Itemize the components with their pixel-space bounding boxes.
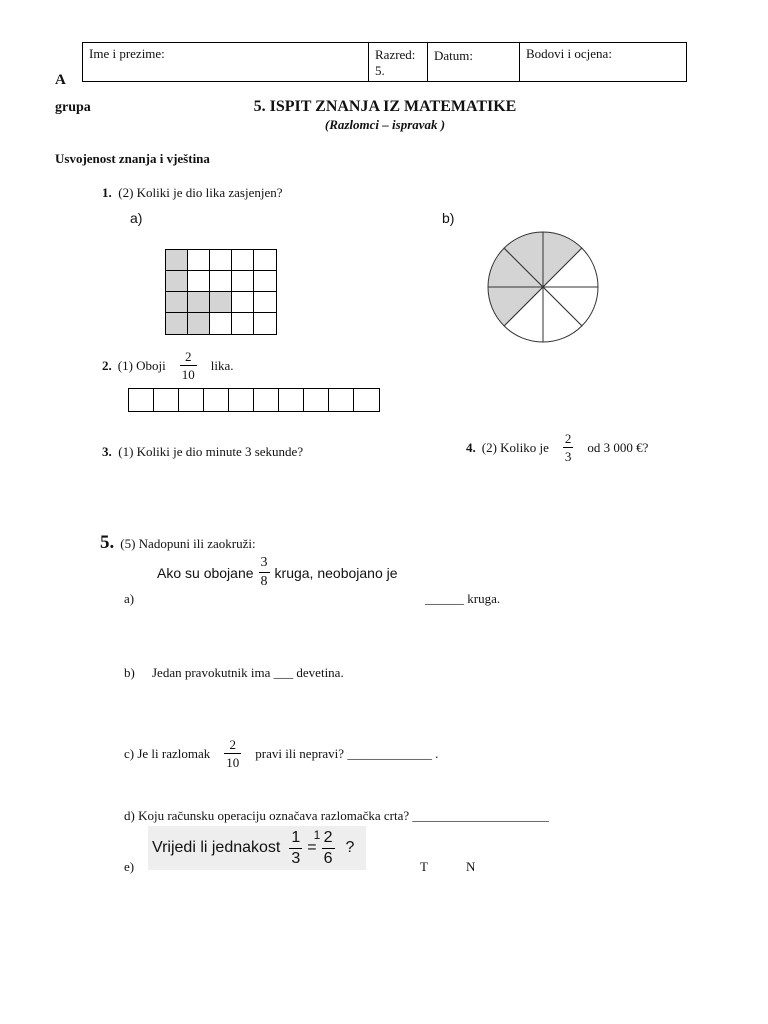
strip-cell[interactable] [129, 389, 154, 411]
color-strip [128, 388, 380, 412]
q4-text-post: od 3 000 €? [587, 439, 649, 455]
header-table [82, 42, 687, 82]
q5c-statement [124, 738, 438, 769]
q5a-text-post: kruga, neobojano je [274, 564, 398, 581]
q5a-fraction-numerator: 3 [260, 555, 268, 570]
q5c-fraction [224, 738, 241, 769]
q5b-text[interactable]: Jedan pravokutnik ima ___ devetina. [152, 665, 344, 680]
q5c-fraction-numerator: 2 [229, 737, 237, 752]
grid-cell [188, 271, 210, 292]
q5e-left-numerator: 1 [291, 828, 301, 846]
q5e-superscript: 1 [313, 827, 321, 842]
grid-cell [232, 250, 254, 271]
q5e-fraction-left [289, 830, 302, 867]
q5a-label: a) [124, 591, 135, 606]
q3-number: 3. [102, 444, 112, 459]
grid-cell-shaded [166, 250, 188, 271]
grid-cell [210, 271, 232, 292]
strip-cell[interactable] [204, 389, 229, 411]
question-3 [102, 444, 303, 460]
grid-cell [254, 250, 276, 271]
q4-fraction-denominator: 3 [564, 449, 572, 464]
section-heading: Usvojenost znanja i vještina [55, 151, 210, 166]
q1-a-label: a) [130, 210, 143, 226]
q5a-statement [157, 556, 398, 589]
q2-fraction-denominator: 10 [181, 367, 195, 382]
q5e-text-pre: Vrijedi li jednakost [152, 839, 281, 856]
grid-cell [210, 250, 232, 271]
grid-cell-shaded [166, 271, 188, 292]
q4-fraction-numerator: 2 [564, 431, 572, 446]
grid-cell [232, 271, 254, 292]
q5a-fraction [259, 556, 270, 589]
shaded-grid-figure [165, 249, 277, 335]
q5e-question-mark: ? [345, 839, 355, 856]
grid-cell [254, 313, 276, 334]
class-value: 5. [375, 63, 385, 78]
strip-cell[interactable] [229, 389, 254, 411]
question-2 [102, 350, 234, 381]
q4-number: 4. [466, 439, 476, 455]
q5c-text-post[interactable]: pravi ili nepravi? _____________ . [255, 745, 439, 761]
strip-cell[interactable] [179, 389, 204, 411]
strip-cell[interactable] [354, 389, 379, 411]
q5c-text-pre: c) Je li razlomak [124, 745, 211, 761]
question-1 [102, 185, 283, 201]
page-subtitle: (Razlomci – ispravak ) [324, 117, 446, 132]
strip-cell[interactable] [304, 389, 329, 411]
group-letter: A [55, 72, 66, 88]
q5e-false-option[interactable]: N [466, 859, 476, 874]
strip-cell[interactable] [279, 389, 304, 411]
q2-text-pre: (1) Oboji [117, 357, 166, 373]
title-block [200, 98, 570, 133]
date-field[interactable] [428, 43, 520, 81]
strip-cell[interactable] [329, 389, 354, 411]
q5-number: 5. [100, 532, 115, 553]
q5e-left-denominator: 3 [291, 849, 301, 867]
q5a-fraction-denominator: 8 [260, 574, 268, 589]
grid-cell-shaded [166, 292, 188, 313]
question-5 [100, 532, 256, 554]
grid-cell [232, 313, 254, 334]
q5a-text-pre: Ako su obojane [157, 564, 254, 581]
q1-b-label: b) [442, 210, 455, 226]
q2-number: 2. [102, 357, 112, 373]
strip-cell[interactable] [254, 389, 279, 411]
q1-text: (2) Koliki je dio lika zasjenjen? [118, 185, 283, 200]
q2-fraction [180, 350, 197, 381]
q5e-statement-image [148, 826, 366, 870]
grid-cell [232, 292, 254, 313]
q5e-fraction-right [322, 830, 335, 867]
grid-cell-shaded [210, 292, 232, 313]
grid-cell-shaded [188, 313, 210, 334]
q4-fraction [563, 432, 574, 463]
q5e-equals: = [307, 839, 317, 856]
class-label: Razred: [375, 47, 416, 62]
q2-text-post: lika. [210, 357, 234, 373]
q2-fraction-numerator: 2 [185, 349, 192, 364]
group-word: grupa [55, 100, 91, 115]
q4-text-pre: (2) Koliko je [481, 439, 549, 455]
name-label: Ime i prezime: [89, 46, 165, 61]
q5c-fraction-denominator: 10 [226, 755, 240, 770]
score-label: Bodovi i ocjena: [526, 46, 612, 61]
q5e-true-option[interactable]: T [420, 859, 428, 874]
strip-cell[interactable] [154, 389, 179, 411]
grid-cell [254, 292, 276, 313]
score-field[interactable] [520, 43, 684, 81]
name-field[interactable] [83, 43, 369, 81]
q5-text: (5) Nadopuni ili zaokruži: [120, 536, 256, 551]
grid-cell [210, 313, 232, 334]
grid-cell-shaded [166, 313, 188, 334]
q5e-right-denominator: 6 [323, 849, 333, 867]
q1-number: 1. [102, 185, 112, 200]
q5e-fraction-right-wrap [313, 827, 335, 867]
q3-text: (1) Koliki je dio minute 3 sekunde? [118, 444, 304, 459]
question-4 [466, 432, 648, 463]
q5e-right-numerator: 2 [323, 828, 333, 846]
q5d-text[interactable]: d) Koju računsku operaciju označava razlomačka crta? _____________________ [124, 808, 549, 823]
page-title: 5. ISPIT ZNANJA IZ MATEMATIKE [253, 98, 517, 115]
grid-cell-shaded [188, 292, 210, 313]
date-label: Datum: [434, 48, 473, 63]
class-field[interactable] [369, 43, 428, 81]
grid-cell [188, 250, 210, 271]
grid-cell [254, 271, 276, 292]
q5e-label: e) [124, 859, 135, 874]
q5a-answer-blank[interactable]: ______ kruga. [425, 591, 501, 606]
shaded-circle-figure [486, 230, 600, 344]
q5b-label: b) [124, 665, 135, 680]
